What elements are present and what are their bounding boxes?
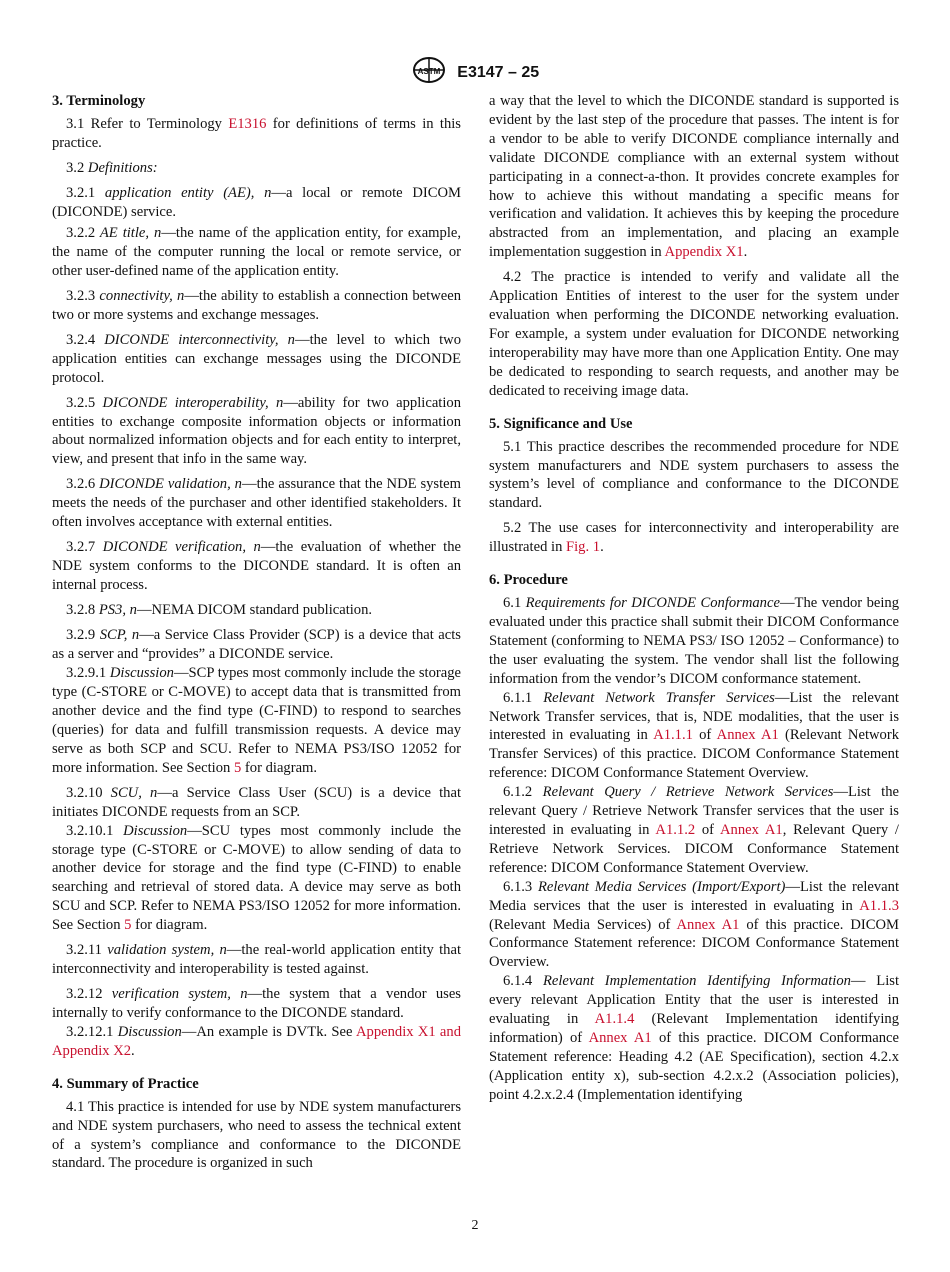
svg-text:ASTM: ASTM xyxy=(417,67,441,76)
para-6-1: 6.1 Requirements for DICONDE Conformance—The vendor being evaluated under this practice shall submit their DICOM Conformance Statement (conforming to NEMA PS3/ ISO 12052 – Conformance) to the user evaluating the system. The vendor shall list the following information from the vendor’s DICOM conformance statement. xyxy=(489,595,899,687)
astm-logo xyxy=(411,56,447,89)
designation: E3147 – 25 xyxy=(457,63,540,81)
ref-link[interactable]: Appendix X1 and Appendix X2 xyxy=(52,1024,462,1059)
para-3-2-12-1: 3.2.12.1 Discussion—An example is DVTk. See Appendix X1 and Appendix X2. xyxy=(52,1024,462,1059)
para-6-1-3: 6.1.3 Relevant Media Services (Import/Export)—List the relevant Media services that the user is interested in evaluating in A1.1.3 (Relevant Media Services) of Annex A1 of this practice. DICOM Conformance Statement reference: DICOM Conformance Statement Overview. xyxy=(489,878,899,971)
para-5-1: 5.1 This practice describes the recommended procedure for NDE system manufacturers and NDE system purchasers to assess the system’s level of compliance and conformance to the DICONDE standard. xyxy=(489,438,899,512)
para-3-2-1: 3.2.1 application entity (AE), n—a local or remote DICOM (DICONDE) service. xyxy=(52,185,461,220)
para-6-1-2: 6.1.2 Relevant Query / Retrieve Network Services—List the relevant Query / Retrieve Network Transfer services that the user is interested in evaluating in A1.1.2 of Annex A1, Relevant Query / Retrieve Network Services. DICOM Conformance Statement reference: DICOM Conformance Statement Overview. xyxy=(489,784,899,876)
page-number: 2 xyxy=(471,1218,479,1233)
ref-link[interactable]: A1.1.3 xyxy=(859,897,899,914)
ref-link[interactable]: Annex A1 xyxy=(716,727,779,744)
ref-link[interactable]: A1.1.1 xyxy=(653,727,693,744)
ref-link[interactable]: 5 xyxy=(233,759,242,776)
para-3-2-3: 3.2.3 connectivity, n—the ability to establish a connection between two or more systems and exchange messages. xyxy=(52,287,461,323)
page-header xyxy=(0,56,950,89)
ref-link[interactable]: Annex A1 xyxy=(588,1029,652,1046)
para-3-2-6: 3.2.6 DICONDE validation, n—the assurance that the NDE system meets the needs of the purchaser and other identified stakeholders. It often involves acceptance with external entities. xyxy=(52,476,461,531)
para-3-2-2: 3.2.2 AE title, n—the name of the application entity, for example, the name of the computer running the local or remote service, or other user-defined name of the application entity. xyxy=(52,224,461,279)
para-3-2-10: 3.2.10 SCU, n—a Service Class User (SCU) is a device that initiates DICONDE requests from an SCP. xyxy=(52,784,462,820)
para-5-2: 5.2 The use cases for interconnectivity and interoperability are illustrated in Fig. 1. xyxy=(489,520,899,556)
section-heading-summary: 4. Summary of Practice xyxy=(52,1075,199,1092)
para-4-1: 4.1 This practice is intended for use by NDE system manufacturers and NDE system purchasers, who need to assess the technical extent of a system’s compliance and conformance to the DICONDE standard. The procedure is organized in such xyxy=(52,1098,461,1172)
para-3-2-12: 3.2.12 verification system, n—the system that a vendor uses internally to verify conformance to the DICONDE standard. xyxy=(52,986,461,1022)
para-3-2-7: 3.2.7 DICONDE verification, n—the evaluation of whether the NDE system conforms to the DICONDE standard. It is often an internal process. xyxy=(52,539,461,594)
para-3-1: 3.1 Refer to Terminology E1316 for definitions of terms in this practice. xyxy=(52,115,461,151)
ref-link[interactable]: A1.1.2 xyxy=(655,822,696,838)
ref-link[interactable]: Annex A1 xyxy=(676,916,740,933)
para-3-2-9-1: 3.2.9.1 Discussion—SCP types most commonly include the storage type (C-STORE or C-MOVE) to accept data that is transmitted from another device and the find type (C-FIND) to respond to searches (queries) for data and fulfill transmission requests. A device may serve as both SCP and SCU. Refer to NEMA PS3/ISO 12052 for more information. See Section 5 for diagram. xyxy=(52,665,462,776)
ref-link[interactable]: Fig. 1 xyxy=(566,539,601,556)
left-column xyxy=(52,92,461,1180)
para-3-2-4: 3.2.4 DICONDE interconnectivity, n—the level to which two application entities can exchange messages using the DICONDE protocol. xyxy=(52,331,461,386)
para-3-2-8: 3.2.8 PS3, n—NEMA DICOM standard publication. xyxy=(66,602,373,619)
para-3-2-10-1: 3.2.10.1 Discussion—SCU types most commonly include the storage type (C-STORE or C-MOVE) to allow sending of data to another device for storage and the find type (C-FIND) to enable searching and retrieval of stored data. A device may serve as both SCU and SCP. Refer to NEMA PS3/ISO 12052 for more information. See Section 5 for diagram. xyxy=(52,822,462,934)
para-4-2: 4.2 The practice is intended to verify and validate all the Application Entities of interest to the user for the system under evaluation when performing the DICONDE networking evaluation. For example, a system under evaluation for DICONDE networking interoperability may have more than one Application Entity. One may be dedicated to responding to search requests, and another may be dedicated to receiving image data. xyxy=(489,269,899,399)
para-3-2-5: 3.2.5 DICONDE interoperability, n—ability for two application entities to exchange composite information objects or information about normalized information objects and for each entity to interpret, view, and present that info in the same way. xyxy=(52,394,461,468)
para-6-1-4: 6.1.4 Relevant Implementation Identifying Information— List every relevant Application Entity that the user is interested in evaluating in A1.1.4 (Relevant Implementation identifying information) of Annex A1 of this practice. DICOM Conformance Statement reference: Heading 4.2 (AE Specification), section 4.2.x (Application entity x), sub-section 4.2.x.2 (Association policies), point 4.2.x.2.4 (Implementation identifying xyxy=(489,973,900,1103)
para-3-2-11: 3.2.11 validation system, n—the real-world application entity that interconnectivity and interoperability is tested against. xyxy=(52,942,461,978)
para-3-2-9: 3.2.9 SCP, n—a Service Class Provider (SCP) is a device that acts as a server and “provides” a DICONDE service. xyxy=(52,627,461,663)
section-heading-significance: 5. Significance and Use xyxy=(489,415,633,432)
para-6-1-1: 6.1.1 Relevant Network Transfer Services—List the relevant Network Transfer services, that is, NDE modalities, that the user is interested in evaluating in A1.1.1 of Annex A1 (Relevant Network Transfer Services) of this practice. DICOM Conformance Statement reference: DICOM Conformance Statement Overview. xyxy=(489,689,899,782)
ref-link[interactable]: 5 xyxy=(124,917,132,934)
ref-link[interactable]: Appendix X1 xyxy=(664,244,744,261)
para-4-1-continued: a way that the level to which the DICONDE standard is supported is evident by the last step of the procedure that passes. The intent is for a vendor to be able to verify DICONDE compliance internally and validate DICONDE compliance with an external system without participating in a connect-a-thon. It provides concrete examples for how to achieve this without mandating a specific means for verification and validation. It achieves this by keeping the procedure abstracted from an implementation, and placing an example implementation suggestion in Appendix X1. xyxy=(489,93,899,261)
para-3-2: 3.2 Definitions: xyxy=(66,159,158,176)
ref-link[interactable]: Annex A1 xyxy=(720,822,783,838)
ref-link[interactable]: E1316 xyxy=(228,115,267,132)
section-heading-procedure: 6. Procedure xyxy=(489,572,568,589)
section-heading-terminology: 3. Terminology xyxy=(52,93,146,109)
right-column xyxy=(489,92,899,1105)
ref-link[interactable]: A1.1.4 xyxy=(594,1011,635,1028)
